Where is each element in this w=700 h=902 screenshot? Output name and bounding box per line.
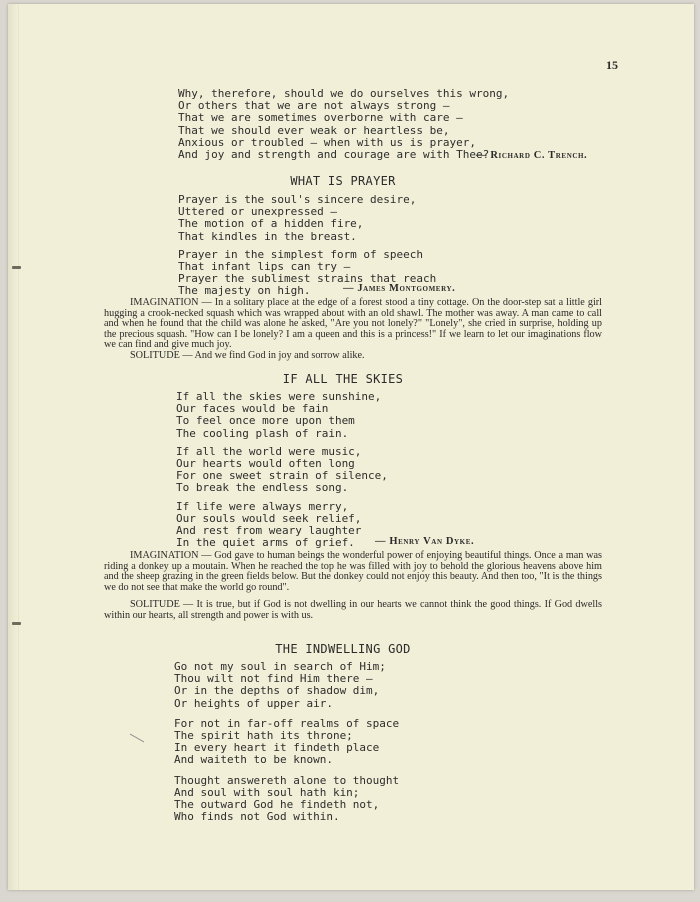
poem-line: For one sweet strain of silence,	[176, 469, 388, 483]
poem-line: That kindles in the breast.	[178, 229, 357, 243]
staple-bottom	[12, 622, 21, 625]
poem-line: Or others that we are not always strong —	[178, 99, 450, 113]
poem-line: If all the skies were sunshine,	[176, 390, 382, 403]
poem-line: For not in far-off realms of space	[174, 716, 400, 730]
poem-line: And joy and strength and courage are with Thee?	[178, 148, 490, 162]
skies-title: IF ALL THE SKIES	[282, 372, 404, 386]
poem-line: Prayer in the simplest form of speech	[178, 247, 424, 261]
poem-line: And waiteth to be known.	[174, 753, 333, 767]
pencil-mark	[128, 732, 148, 746]
stanza	[174, 718, 494, 767]
stanza	[176, 391, 476, 440]
skies-poem	[176, 391, 476, 555]
stanza	[174, 661, 494, 710]
stanza	[174, 775, 494, 824]
trench-attribution: — Richard C. Trench.	[476, 150, 588, 161]
poem-line: And soul with soul hath kin;	[174, 785, 360, 799]
indwelling-poem	[174, 661, 494, 829]
skies-attribution: — Henry Van Dyke.	[375, 536, 475, 547]
poem-line: Go not my soul in search of Him;	[174, 660, 386, 673]
poem-line: If all the world were music,	[176, 444, 362, 458]
poem-line: Our souls would seek relief,	[176, 511, 362, 525]
poem-line: That we are sometimes overborne with care —	[178, 111, 463, 125]
poem-line: To feel once more upon them	[176, 414, 355, 428]
poem-line: In every heart it findeth place	[174, 741, 380, 755]
poem-line: Prayer is the soul's sincere desire,	[178, 193, 417, 206]
poem-line: The outward God he findeth not,	[174, 798, 380, 812]
solitude-paragraph: SOLITUDE — It is true, but if God is not dwelling in our hearts we cannot think the good things. If God dwells within our hearts, all strength and power is with us.	[104, 599, 602, 621]
solitude-paragraph: SOLITUDE — And we find God in joy and sorrow alike.	[130, 349, 365, 361]
poem-line: Thought answereth alone to thought	[174, 773, 400, 787]
poem-line: That we should ever weak or heartless be,	[178, 123, 450, 137]
poem-line: The majesty on high.	[178, 284, 311, 298]
poem-line: Our faces would be fain	[176, 402, 329, 416]
poem-line: Prayer the sublimest strains that reach	[178, 272, 437, 286]
poem-line: Who finds not God within.	[174, 810, 340, 824]
imagination-paragraph: IMAGINATION — In a solitary place at the edge of a forest stood a tiny cottage. On the door-step sat a little girl hugging a crook-necked squash which was wrapped about with an old shawl. The mother was away. A man came to call and when he found that the child was alone he asked, "Are you not lonely?" "Lonely", she cried in surprise, holding up the precious squash. "How can I be lonely? I am a queen and this is a princess!" If we learn to let our imaginations flow we can find and give much joy.	[104, 297, 602, 351]
poem-line: Thou wilt not find Him there —	[174, 672, 373, 686]
page-number: 15	[606, 58, 618, 72]
stanza	[176, 446, 476, 495]
prayer-prose	[104, 298, 602, 362]
stanza	[178, 194, 478, 243]
poem-line: The spirit hath its throne;	[174, 729, 353, 743]
skies-prose	[104, 551, 602, 622]
poem-line: And rest from weary laughter	[176, 524, 362, 538]
prayer-attribution: — James Montgomery.	[343, 283, 456, 294]
staple-top	[12, 266, 21, 269]
poem-line: Or heights of upper air.	[174, 696, 333, 710]
poem-line: Or in the depths of shadow dim,	[174, 684, 380, 698]
poem-line: If life were always merry,	[176, 499, 349, 513]
poem-line: The cooling plash of rain.	[176, 426, 349, 440]
poem-line: Anxious or troubled — when with us is prayer,	[178, 135, 477, 149]
prayer-title: WHAT IS PRAYER	[290, 174, 396, 188]
poem-line: The motion of a hidden fire,	[178, 217, 364, 231]
binding-edge	[8, 4, 19, 890]
poem-line: Why, therefore, should we do ourselves this wrong,	[178, 87, 510, 100]
imagination-paragraph: IMAGINATION — God gave to human beings the wonderful power of enjoying beautiful things. Once a man was riding a donkey up a moutain. When he reached the top he was filled with joy to behold the glorious heavens above him and the sheep grazing in the green fields below. But the donkey could not enjoy this beauty. And then too, "It is the things we do not see that make the world go round".	[104, 550, 602, 593]
poem-line: In the quiet arms of grief.	[176, 536, 355, 550]
poem-line: To break the endless song.	[176, 481, 349, 495]
poem-line: That infant lips can try —	[178, 260, 351, 274]
poem-line: Our hearts would often long	[176, 457, 355, 471]
indwelling-title: THE INDWELLING GOD	[275, 642, 411, 656]
poem-line: Uttered or unexpressed —	[178, 205, 337, 219]
